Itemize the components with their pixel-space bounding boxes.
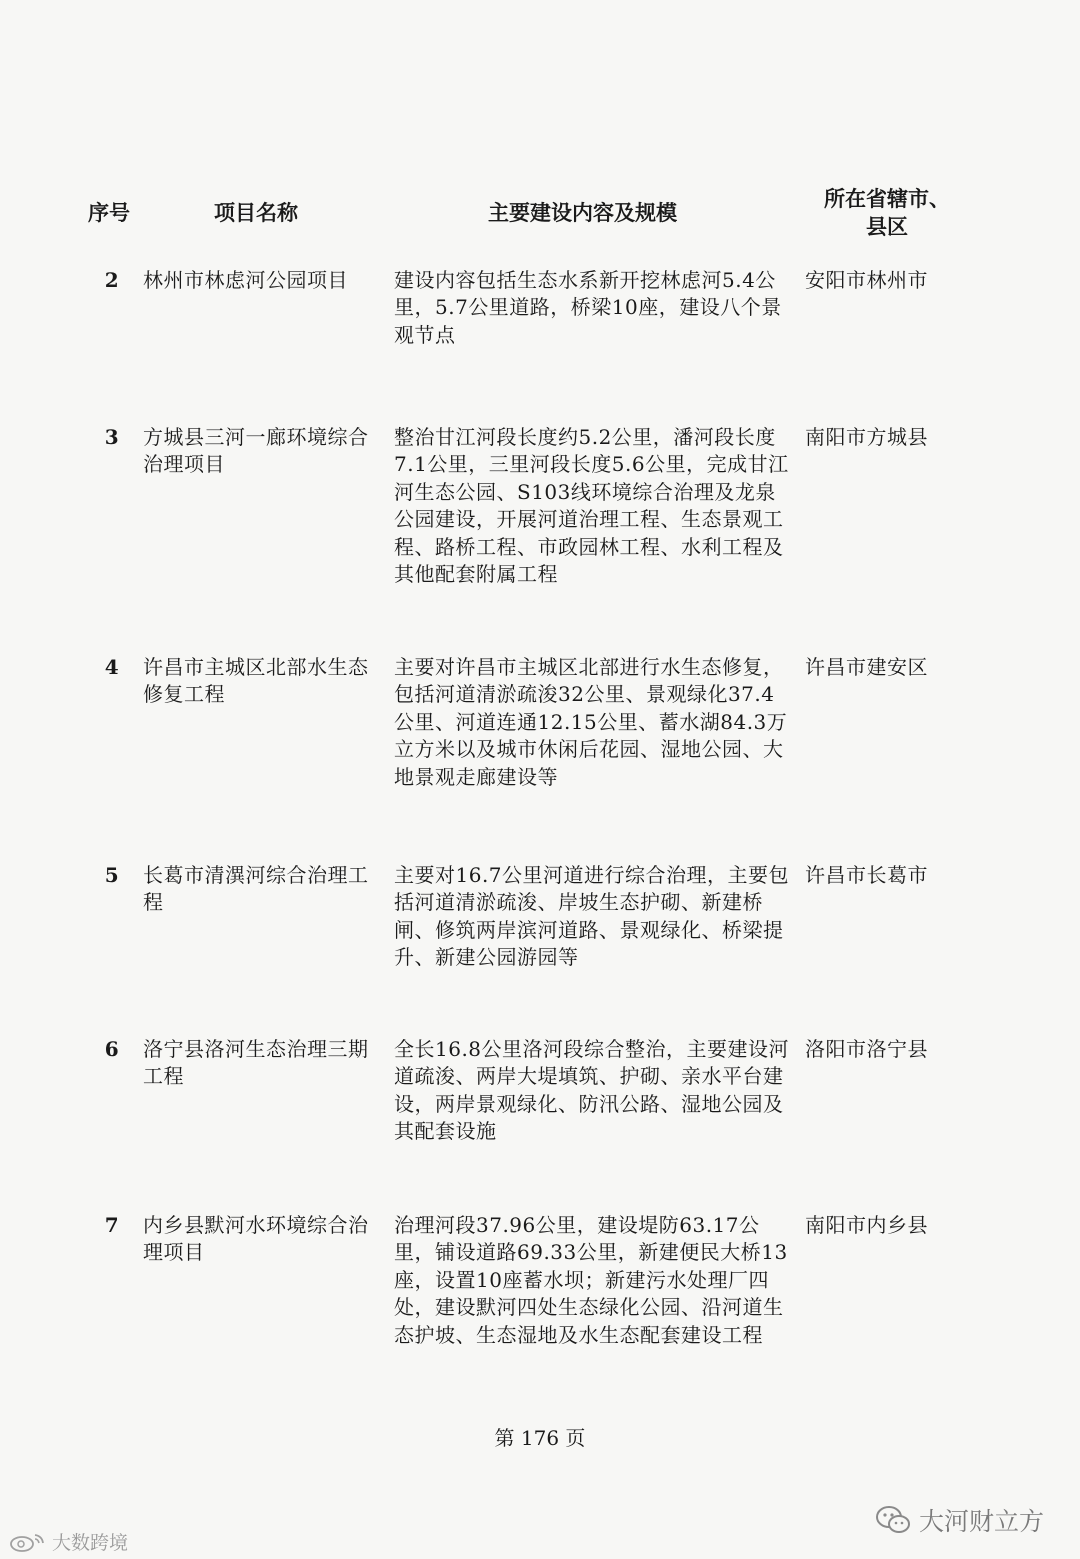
weibo-icon [8,1531,48,1553]
row-name: 洛宁县洛河生态治理三期工程 [143,1037,369,1089]
row-content: 建设内容包括生态水系新开挖林虑河5.4公里，5.7公里道路，桥梁10座，建设八个景观节点 [394,268,782,347]
header-name: 项目名称 [214,201,298,225]
row-location: 许昌市建安区 [805,655,928,679]
row-location: 南阳市方城县 [805,425,928,449]
page-number: 第 176 页 [494,1426,586,1450]
row-seq: 5 [104,863,120,887]
row-seq: 7 [104,1213,120,1237]
row-content: 整治甘江河段长度约5.2公里，潘河段长度7.1公里，三里河段长度5.6公里，完成甘江河生态公园、S103线环境综合治理及龙泉公园建设，开展河道治理工程、生态景观工程、路桥工程、市政园林工程、水利工程及其他配套附属工程 [394,425,789,587]
watermark-left [8,1528,128,1555]
header-location: 所在省辖市、县区 [824,187,950,239]
header-seq: 序号 [88,201,130,225]
watermark-right [875,1502,1044,1538]
row-content: 主要对许昌市主城区北部进行水生态修复，包括河道清淤疏浚32公里、景观绿化37.4公里、河道连通12.15公里、蓄水湖84.3万立方米以及城市休闲后花园、湿地公园、大地景观走廊建设等 [394,655,788,789]
row-name: 方城县三河一廊环境综合治理项目 [143,425,369,477]
wechat-icon [875,1505,911,1535]
watermark-left-text: 大数跨境 [52,1532,129,1554]
row-location: 许昌市长葛市 [805,863,928,887]
row-name: 林州市林虑河公园项目 [143,268,348,292]
row-name: 长葛市清潩河综合治理工程 [143,863,369,915]
row-seq: 3 [104,425,120,449]
watermark-right-text: 大河财立方 [918,1507,1044,1536]
row-name: 内乡县默河水环境综合治理项目 [143,1213,369,1265]
row-content: 主要对16.7公里河道进行综合治理，主要包括河道清淤疏浚、岸坡生态护砌、新建桥闸、修筑两岸滨河道路、景观绿化、桥梁提升、新建公园游园等 [394,863,790,970]
header-content: 主要建设内容及规模 [488,201,677,225]
row-content: 全长16.8公里洛河段综合整治，主要建设河道疏浚、两岸大堤填筑、护砌、亲水平台建设，两岸景观绿化、防汛公路、湿地公园及其配套设施 [394,1037,790,1144]
row-seq: 4 [104,655,120,679]
row-seq: 2 [104,268,120,292]
row-location: 南阳市内乡县 [805,1213,928,1237]
row-seq: 6 [104,1037,120,1061]
row-location: 安阳市林州市 [805,268,928,292]
row-content: 治理河段37.96公里，建设堤防63.17公里，铺设道路69.33公里，新建便民大桥13座，设置10座蓄水坝；新建污水处理厂四处，建设默河四处生态绿化公园、沿河道生态护坡、生态湿地及水生态配套建设工程 [394,1213,788,1347]
row-location: 洛阳市洛宁县 [805,1037,928,1061]
row-name: 许昌市主城区北部水生态修复工程 [143,655,369,707]
